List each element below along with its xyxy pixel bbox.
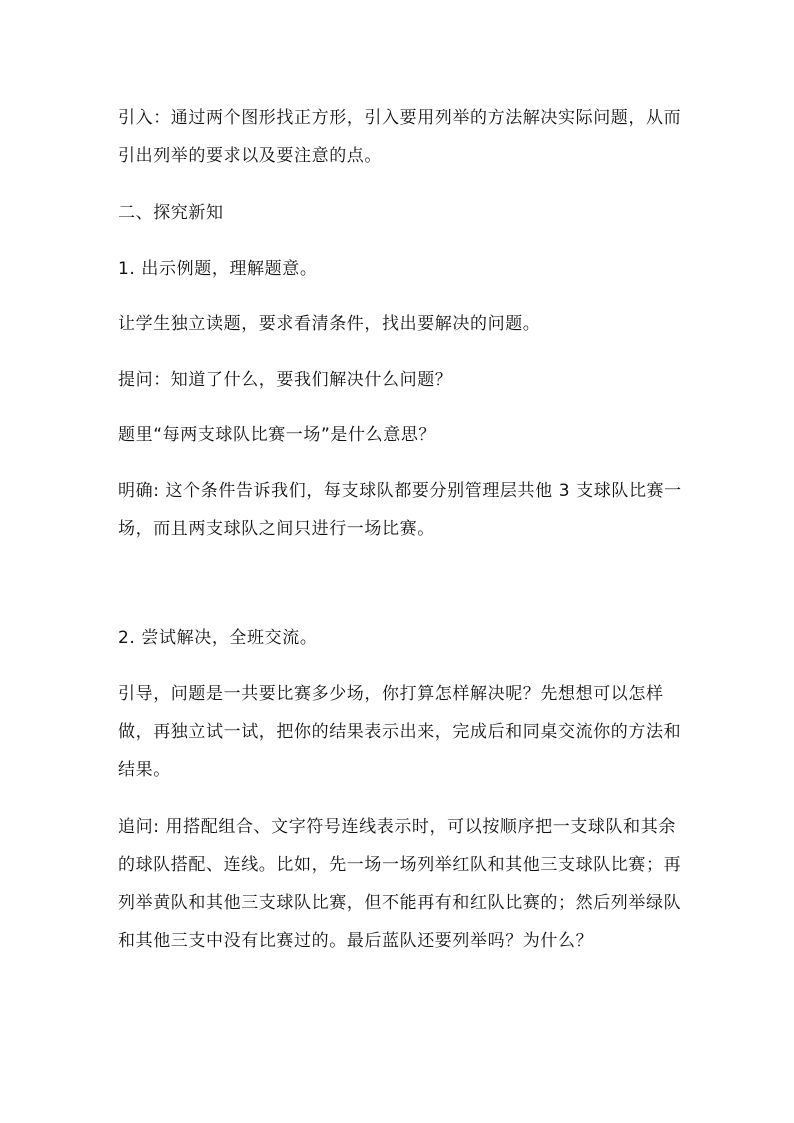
step-heading-1: 1. 出示例题，理解题意。 [118,259,318,279]
step-heading-2: 2. 尝试解决，全班交流。 [118,628,318,648]
paragraph-clarify: 明确: 这个条件告诉我们，每支球队都要分别管理层共他 3 支球队比赛一场，而且两支球队之间只进行一场比赛。 [118,481,682,539]
paragraph-question-asked: 提问：知道了什么，要我们解决什么问题？ [118,370,453,390]
paragraph-meaning-question: 题里“每两支球队比赛一场”是什么意思？ [118,425,437,445]
paragraph-follow-up: 追问: 用搭配组合、文字符号连线表示时，可以按顺序把一支球队和其余的球队搭配、连线。比如，先一场一场列举红队和其他三支球队比赛；再列举黄队和其他三支球队比赛，但不能再有和红队比赛的；然后列举绿队和其他三支中没有比赛过的。最后蓝队还要列举吗？为什么？ [118,817,682,951]
paragraph-read-question: 让学生独立读题，要求看清条件，找出要解决的问题。 [118,314,541,334]
section-heading-explore: 二、探究新知 [118,203,224,223]
paragraph-guide: 引导，问题是一共要比赛多少场，你打算怎样解决呢？先想想可以怎样做，再独立试一试，把你的结果表示出来，完成后和同桌交流你的方法和结果。 [118,684,682,780]
paragraph-intro: 引入：通过两个图形找正方形，引入要用列举的方法解决实际问题，从而引出列举的要求以及要注意的点。 [118,108,682,166]
